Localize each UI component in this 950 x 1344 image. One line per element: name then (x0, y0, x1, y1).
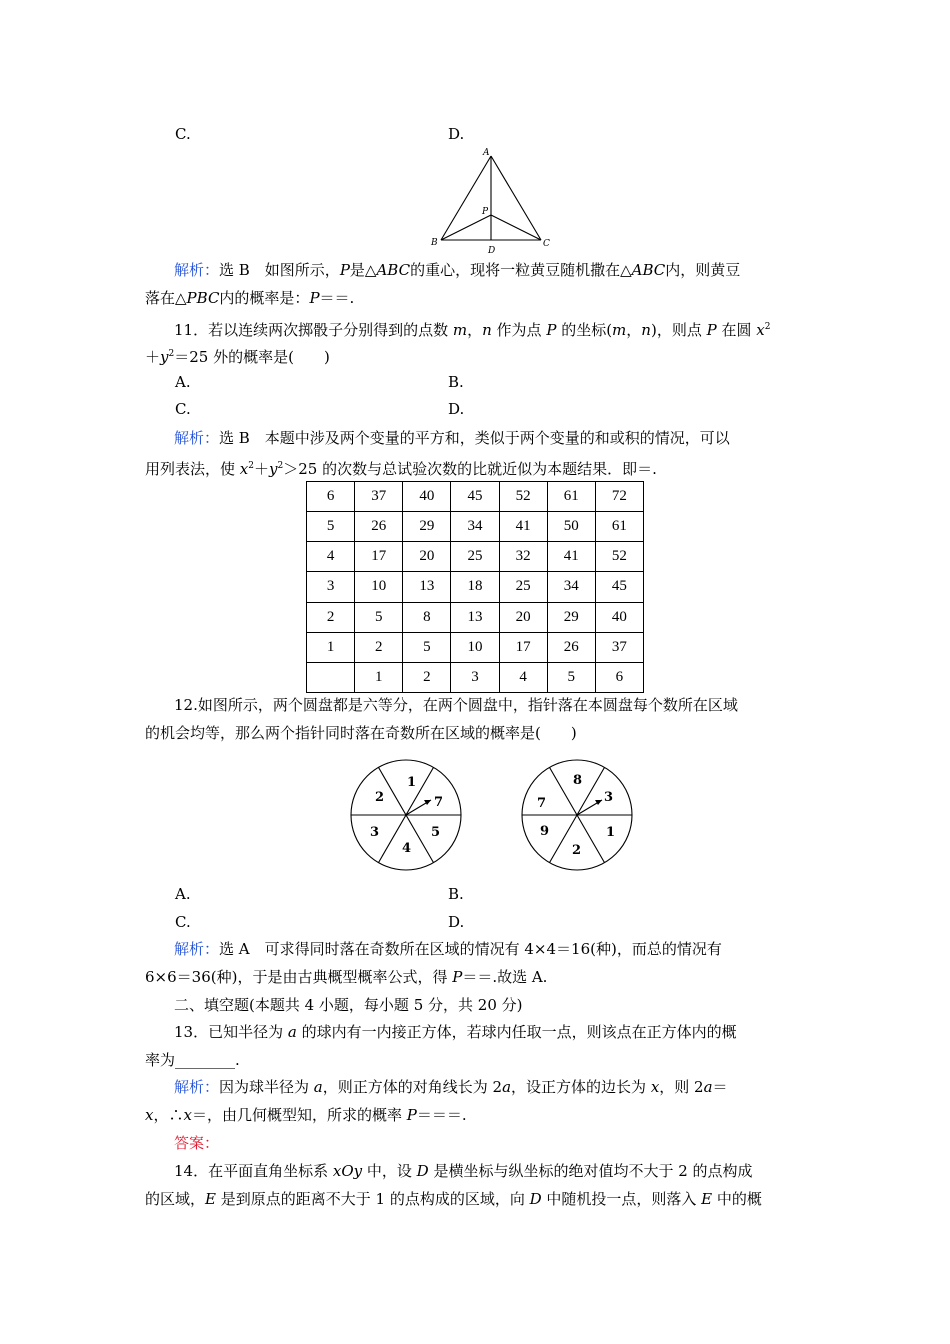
disk2-sector-8: 8 (573, 773, 583, 788)
table-cell: 10 (355, 572, 403, 602)
q11-option-c: C. (175, 400, 191, 418)
dice-sum-table (306, 481, 644, 693)
table-cell: 1 (355, 662, 403, 692)
table-cell: 2 (403, 662, 451, 692)
table-cell: 52 (595, 542, 643, 572)
table-cell: 5 (403, 632, 451, 662)
spinner-disks-figure (345, 756, 475, 880)
table-cell: 25 (451, 542, 499, 572)
q12-stem-line1: 12.如图所示，两个圆盘都是六等分，在两个圆盘中，指针落在本圆盘每个数所在区域 (174, 696, 738, 714)
q14-stem-line1: 14．在平面直角坐标系 xOy 中，设 D 是横坐标与纵坐标的绝对值均不大于 2 的点构成 (174, 1162, 753, 1180)
table-cell: 3 (307, 572, 355, 602)
q12-option-a: A. (175, 885, 191, 903)
table-cell: 17 (355, 542, 403, 572)
q10-solution-line1: 解析：选 B 如图所示，P是△ABC的重心，现将一粒黄豆随机撒在△ABC内，则黄豆 (174, 261, 741, 279)
vertex-label-b: B (431, 238, 438, 248)
table-cell: 29 (547, 602, 595, 632)
table-cell: 45 (451, 482, 499, 512)
table-cell: 13 (451, 602, 499, 632)
table-cell: 26 (355, 512, 403, 542)
q12-solution-line2: 6×6＝36(种)，于是由古典概型概率公式，得 P＝＝.故选 A. (145, 968, 548, 986)
disk1-sector-7: 7 (434, 795, 444, 810)
q11-stem-line1: 11．若以连续两次掷骰子分别得到的点数 m，n 作为点 P 的坐标(m，n)，则点 P 在圆 $x^2$ (174, 321, 771, 339)
table-cell: 50 (547, 512, 595, 542)
q14-stem-line2: 的区域，E 是到原点的距离不大于 1 的点构成的区域，向 D 中随机投一点，则落入 E 中的概 (145, 1190, 762, 1208)
table-cell: 25 (499, 572, 547, 602)
spinner-disk2-figure (516, 756, 646, 880)
table-cell: 5 (547, 662, 595, 692)
q13-stem-line1: 13．已知半径为 a 的球内有一内接正方体，若球内任取一点，则该点在正方体内的概 (174, 1023, 737, 1041)
table-cell: 2 (307, 602, 355, 632)
vertex-label-c: C (543, 239, 550, 249)
disk2-sector-9: 9 (540, 824, 550, 839)
table-cell: 5 (307, 512, 355, 542)
table-row (307, 542, 644, 572)
disk2-sector-3: 3 (604, 790, 614, 805)
disk2-sector-2: 2 (572, 843, 582, 858)
q11-solution-line2: 用列表法，使 $x^2+y^2>25$ 的次数与总试验次数的比就近似为本题结果．即＝. (145, 460, 657, 478)
table-cell: 5 (355, 602, 403, 632)
table-cell: 40 (403, 482, 451, 512)
table-cell: 41 (547, 542, 595, 572)
q12-option-b: B. (448, 885, 464, 903)
disk1-sector-4: 4 (402, 841, 412, 856)
table-cell: 29 (403, 512, 451, 542)
q11-option-b: B. (448, 373, 464, 391)
vertex-label-a: A (483, 148, 490, 158)
q13-solution-line2: x，∴x＝，由几何概型知，所求的概率 P＝＝＝. (145, 1106, 467, 1124)
table-cell (307, 662, 355, 692)
table-cell: 37 (355, 482, 403, 512)
table-cell: 6 (595, 662, 643, 692)
disk1-sector-3: 3 (370, 825, 380, 840)
table-cell: 10 (451, 632, 499, 662)
disk1-sector-1: 1 (407, 775, 417, 790)
q13-solution-line1: 解析：因为球半径为 a，则正方体的对角线长为 2a，设正方体的边长为 x，则 2a＝ (174, 1078, 728, 1096)
table-cell: 17 (499, 632, 547, 662)
triangle-figure (425, 145, 560, 255)
table-cell: 4 (499, 662, 547, 692)
table-cell: 40 (595, 602, 643, 632)
q12-stem-line2: 的机会均等，那么两个指针同时落在奇数所在区域的概率是( ) (145, 724, 577, 742)
vertex-label-p: P (482, 207, 489, 217)
table-row (307, 512, 644, 542)
table-row (307, 632, 644, 662)
q13-answer-label: 答案： (174, 1134, 220, 1152)
q11-option-d: D. (448, 400, 465, 418)
q10-solution-line2: 落在△PBC内的概率是：P＝＝. (145, 289, 355, 307)
table-cell: 18 (451, 572, 499, 602)
option-c: C. (175, 125, 191, 143)
table-row (307, 482, 644, 512)
option-d: D. (448, 125, 465, 143)
table-cell: 13 (403, 572, 451, 602)
disk1-sector-2: 2 (375, 790, 385, 805)
vertex-label-d: D (488, 246, 496, 255)
table-cell: 6 (307, 482, 355, 512)
q13-stem-line2: 率为________. (145, 1051, 240, 1069)
table-row (307, 662, 644, 692)
table-cell: 41 (499, 512, 547, 542)
q11-option-a: A. (175, 373, 191, 391)
q12-option-c: C. (175, 913, 191, 931)
disk2-sector-7: 7 (537, 796, 547, 811)
table-cell: 37 (595, 632, 643, 662)
table-cell: 61 (595, 512, 643, 542)
table-cell: 20 (403, 542, 451, 572)
table-cell: 26 (547, 632, 595, 662)
table-cell: 52 (499, 482, 547, 512)
q11-stem-line2: $+y^2=25$ 外的概率是( ) (145, 348, 330, 366)
table-cell: 61 (547, 482, 595, 512)
table-cell: 32 (499, 542, 547, 572)
section-heading-fill-in: 二、填空题(本题共 4 小题，每小题 5 分，共 20 分) (174, 996, 523, 1014)
q12-option-d: D. (448, 913, 465, 931)
table-row (307, 602, 644, 632)
table-cell: 20 (499, 602, 547, 632)
table-cell: 8 (403, 602, 451, 632)
table-cell: 34 (547, 572, 595, 602)
table-cell: 2 (355, 632, 403, 662)
disk2-sector-1: 1 (606, 825, 616, 840)
table-cell: 4 (307, 542, 355, 572)
table-cell: 45 (595, 572, 643, 602)
table-cell: 34 (451, 512, 499, 542)
table-row (307, 572, 644, 602)
disk1-sector-5: 5 (431, 825, 441, 840)
table-cell: 3 (451, 662, 499, 692)
table-cell: 72 (595, 482, 643, 512)
table-cell: 1 (307, 632, 355, 662)
q12-solution-line1: 解析：选 A 可求得同时落在奇数所在区域的情况有 4×4＝16(种)，而总的情况有 (174, 940, 722, 958)
q11-solution-line1: 解析：选 B 本题中涉及两个变量的平方和，类似于两个变量的和或积的情况，可以 (174, 429, 730, 447)
